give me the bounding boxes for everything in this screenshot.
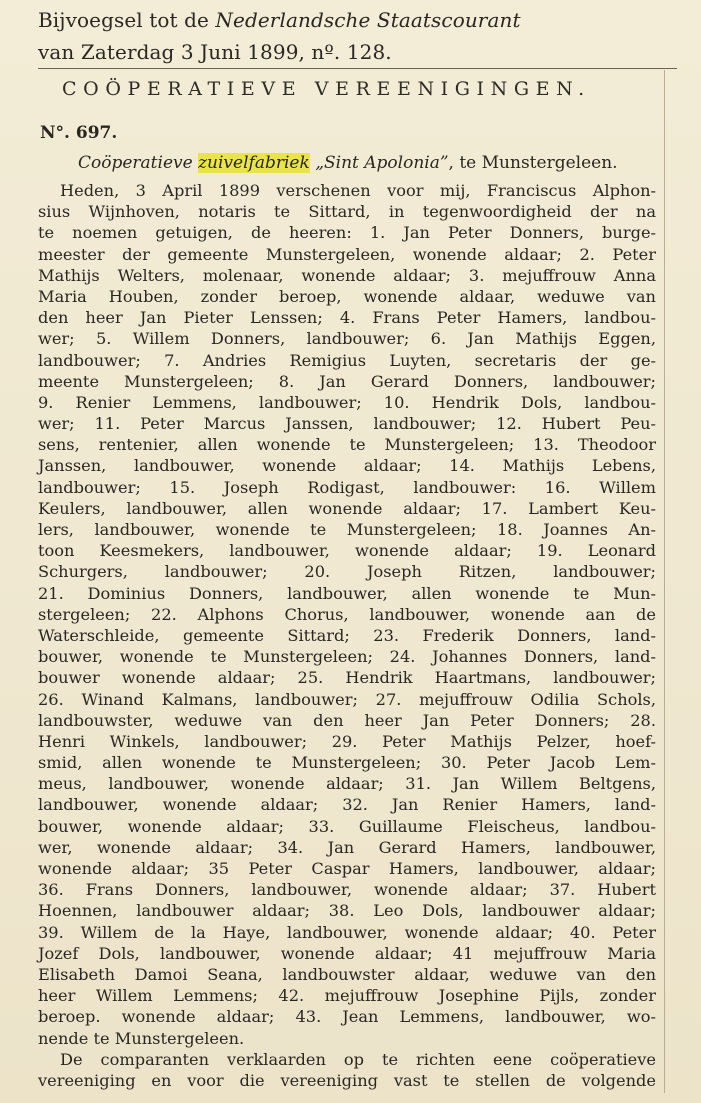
body-line: wer; 5. Willem Donners, landbouwer; 6. Jan Mathijs Eggen,: [38, 329, 656, 349]
body-line: 9. Renier Lemmens, landbouwer; 10. Hendrik Dols, landbou-: [38, 392, 656, 412]
body-line: Jozef Dols, landbouwer, wonende aldaar; 41 mejuffrouw Maria: [38, 943, 656, 963]
header-line-2: van Zaterdag 3 Juni 1899, nº. 128.: [38, 40, 392, 64]
body-line: bouwer, wonende aldaar; 33. Guillaume Fleischeus, landbou-: [38, 816, 656, 836]
column-rule: [664, 70, 665, 1093]
body-line: Keulers, landbouwer, allen wonende aldaar; 17. Lambert Keu-: [38, 498, 656, 518]
header-line-1: [38, 8, 521, 32]
article-body: [38, 180, 656, 1091]
body-line: smid, allen wonende te Munstergeleen; 30. Peter Jacob Lem-: [38, 753, 656, 773]
body-line: meente Munstergeleen; 8. Jan Gerard Donners, landbouwer;: [38, 371, 656, 391]
body-line: vereeniging en voor die vereeniging vast te stellen de volgende: [38, 1070, 656, 1090]
subtitle-part-2: „Sint Apolonia”: [315, 153, 449, 173]
body-line: 21. Dominius Donners, landbouwer, allen wonende te Mun-: [38, 583, 656, 603]
entry-subtitle: [78, 153, 618, 173]
body-line: lers, landbouwer, wonende te Munstergeleen; 18. Joannes An-: [38, 520, 656, 539]
header-publication: Nederlandsche Staatscourant: [215, 8, 521, 32]
body-line: wer, wonende aldaar; 34. Jan Gerard Hamers, landbouwer,: [38, 837, 656, 857]
body-line: Elisabeth Damoi Seana, landbouwster aldaar, weduwe van den: [38, 964, 656, 984]
body-line: toon Keesmekers, landbouwer, wonende aldaar; 19. Leonard: [38, 541, 656, 561]
body-line: landbouwster, weduwe van den heer Jan Peter Donners; 28.: [38, 710, 656, 730]
body-line: landbouwer; 15. Joseph Rodigast, landbouwer: 16. Willem: [38, 477, 656, 497]
subtitle-part-3: , te Munstergeleen.: [448, 153, 618, 173]
subtitle-part-1: Coöperatieve: [78, 153, 193, 173]
body-line: 26. Winand Kalmans, landbouwer; 27. mejuffrouw Odilia Schols,: [38, 689, 656, 709]
body-line: De comparanten verklaarden op te richten eene coöperatieve: [60, 1049, 656, 1069]
body-line: Janssen, landbouwer, wonende aldaar; 14. Mathijs Lebens,: [38, 456, 656, 476]
body-line: Maria Houben, zonder beroep, wonende aldaar, weduwe van: [38, 286, 656, 306]
body-line: sens, rentenier, allen wonende te Munstergeleen; 13. Theodoor: [38, 435, 656, 455]
body-line: heer Willem Lemmens; 42. mejuffrouw Josephine Pijls, zonder: [38, 986, 656, 1006]
header-rule: [38, 68, 677, 69]
body-line: bouwer, wonende te Munstergeleen; 24. Johannes Donners, land-: [38, 647, 656, 667]
header-prefix: Bijvoegsel tot de: [38, 8, 209, 32]
body-line: beroep. wonende aldaar; 43. Jean Lemmens, landbouwer, wo-: [38, 1007, 656, 1027]
subtitle-highlight: zuivelfabriek: [198, 153, 310, 173]
section-title: COÖPERATIEVE VEREENIGINGEN.: [62, 78, 591, 100]
body-line: bouwer wonende aldaar; 25. Hendrik Haartmans, landbouwer;: [38, 668, 656, 688]
body-line: sius Wijnhoven, notaris te Sittard, in tegenwoordigheid der na: [38, 202, 656, 222]
body-line: stergeleen; 22. Alphons Chorus, landbouwer, wonende aan de: [38, 604, 656, 624]
body-line: wonende aldaar; 35 Peter Caspar Hamers, landbouwer, aldaar;: [38, 859, 656, 878]
body-line: te noemen getuigen, de heeren: 1. Jan Peter Donners, burge-: [38, 223, 656, 243]
body-line: den heer Jan Pieter Lenssen; 4. Frans Peter Hamers, landbou-: [38, 308, 656, 328]
body-line: wer; 11. Peter Marcus Janssen, landbouwer; 12. Hubert Peu-: [38, 414, 656, 434]
body-line: meester der gemeente Munstergeleen, wonende aldaar; 2. Peter: [38, 244, 656, 264]
body-line: Heden, 3 April 1899 verschenen voor mij, Franciscus Alphon-: [60, 181, 656, 200]
body-line: Schurgers, landbouwer; 20. Joseph Ritzen, landbouwer;: [38, 562, 656, 582]
body-line: 36. Frans Donners, landbouwer, wonende aldaar; 37. Hubert: [38, 880, 656, 900]
body-line: landbouwer; 7. Andries Remigius Luyten, secretaris der ge-: [38, 350, 656, 370]
entry-number: N°. 697.: [40, 123, 118, 143]
body-line: Henri Winkels, landbouwer; 29. Peter Mathijs Pelzer, hoef-: [38, 731, 656, 751]
body-line: meus, landbouwer, wonende aldaar; 31. Jan Willem Beltgens,: [38, 774, 656, 794]
body-line: nende te Munstergeleen.: [38, 1028, 245, 1048]
body-line: 39. Willem de la Haye, landbouwer, wonende aldaar; 40. Peter: [38, 922, 656, 942]
body-line: Waterschleide, gemeente Sittard; 23. Frederik Donners, land-: [38, 625, 656, 645]
body-line: Mathijs Welters, molenaar, wonende aldaar; 3. mejuffrouw Anna: [38, 265, 656, 285]
body-line: Hoennen, landbouwer aldaar; 38. Leo Dols, landbouwer aldaar;: [38, 901, 656, 921]
body-line: landbouwer, wonende aldaar; 32. Jan Renier Hamers, land-: [38, 795, 656, 815]
